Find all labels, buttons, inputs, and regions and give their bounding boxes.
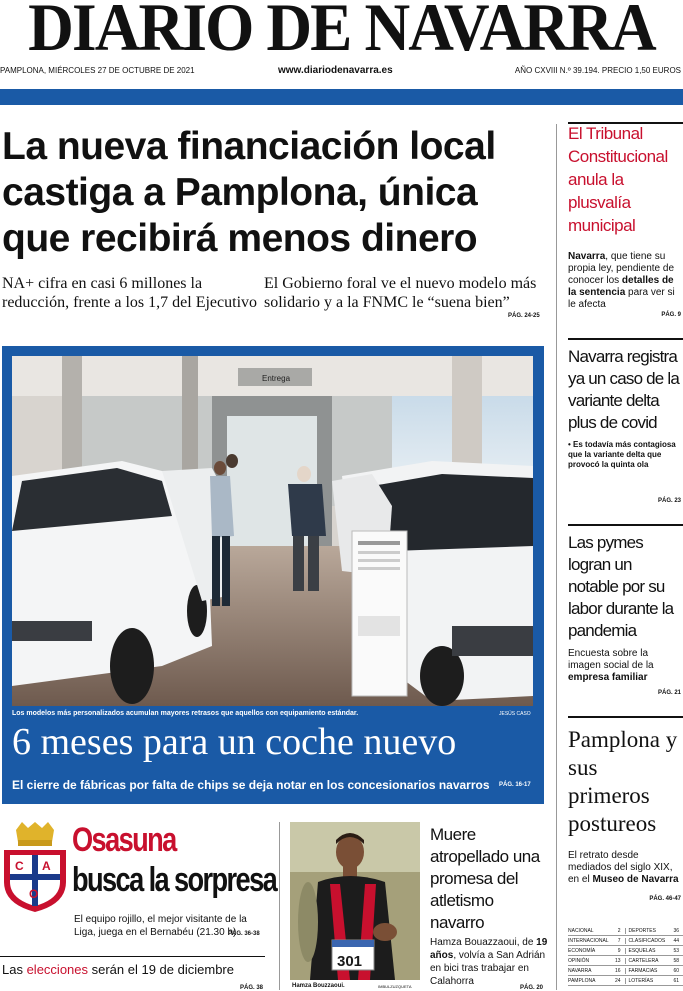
crest-letter-o: O [29,887,39,901]
sidebar-rule-3 [568,524,683,526]
index-page: 16 [614,967,621,974]
index-page: 36 [673,927,679,934]
index-row [568,926,683,936]
car-dealership-photo [12,356,533,706]
sidebar-text-bold: detalles de la sentencia [568,275,674,298]
sidebar-text-bold: Museo de Navarra [592,874,679,885]
sidebar-item-pymes[interactable] [568,532,683,707]
sidebar-text-a: El retrato desde mediados del siglo XIX, en el [568,850,673,885]
osasuna-text: El equipo rojillo, el mejor visitante de la Liga, juega en el Bernabéu (21.30 h) [74,914,247,938]
osasuna-headline[interactable] [72,820,276,900]
lead-headline[interactable]: La nueva financiación local castiga a Pamplona, única que recibirá menos dinero [2,125,496,260]
website-link[interactable]: www.diariodenavarra.es [278,65,393,76]
sidebar-item-pamplona[interactable] [568,726,683,916]
sidebar-text-bold: Navarra [568,251,606,262]
photo-page-ref: PÁG. 16-17 [499,782,531,788]
sidebar-divider [556,124,557,990]
sidebar-item-headline: Las pymes logran un notable por su labor durante la pandemia [568,533,674,640]
sidebar-item-text [568,251,683,311]
dateline [0,66,683,78]
index-page: 61 [673,977,679,984]
sidebar-text-b: para ver si le afecta [568,287,675,310]
index-page: 7 [617,937,621,944]
sidebar-item-plusvalia[interactable] [568,122,683,322]
osasuna-page-ref: PÁG. 36-38 [228,931,260,937]
runner-bib-number: 301 [337,953,363,970]
index-page: 24 [614,977,621,984]
elections-red: elecciones [26,962,89,977]
osasuna-crest-icon [2,822,68,912]
photo-subhead: El cierre de fábricas por falta de chips se deja notar en los concesionarios navarros [12,778,490,792]
crest-letter-c: C [15,859,24,873]
photo-story[interactable] [2,346,544,804]
dateline-date: PAMPLONA, MIÉRCOLES 27 DE OCTUBRE DE 2021 [0,66,195,75]
sidebar-item-text [568,648,683,684]
elections-headline[interactable] [2,962,234,977]
index-page: 53 [673,947,679,954]
sidebar-item-headline: Pamplona y sus primeros postureos [568,727,678,836]
photo-caption: Los modelos más personalizados acumulan mayores retrasos que aquellos con equipamiento estándar. [12,710,359,717]
sidebar-page-ref: PÁG. 23 [657,498,681,504]
photo-headline[interactable]: 6 meses para un coche nuevo [12,721,457,763]
lead-page-ref: PÁG. 24-25 [508,313,540,319]
sidebar-text-bold: empresa familiar [568,672,648,683]
sidebar-item-headline: Navarra registra ya un caso de la variante delta plus de covid [568,347,680,432]
index-page: 9 [617,947,621,954]
index-label[interactable]: FARMACIAS [628,967,658,974]
index-label[interactable]: DEPORTES [628,927,656,934]
runner-page-ref: PÁG. 20 [520,985,544,991]
runner-text [430,936,548,988]
osasuna-headline-black: busca la sorpresa [72,861,277,899]
index-label[interactable]: PAMPLONA [568,977,596,984]
lead-subhead-b: El Gobierno foral ve el nuevo modelo más solidario y a la FNMC le “suena bien” [264,275,537,311]
sidebar-item-text [568,850,683,886]
index-label[interactable]: NAVARRA [568,967,592,974]
sidebar-page-ref: PÁG. 46-47 [649,896,681,902]
index-page: 58 [673,957,679,964]
index-label[interactable]: ECONOMÍA [568,947,596,954]
masthead-bar [0,89,683,105]
index-label[interactable]: OPINIÓN [568,957,590,964]
elections-pre: Las [2,962,27,977]
index-row [568,956,683,966]
index-label[interactable]: CLASIFICADOS [628,937,666,944]
runner-text-b: , volvía a San Adrián en bici tras trabajar en Calahorra [430,950,546,987]
sidebar-rule-2 [568,338,683,340]
newspaper-title: DIARIO DE NAVARRA [28,0,655,65]
index-label[interactable]: LOTERÍAS [628,977,654,984]
elections-divider [0,956,265,957]
elections-page-ref: PÁG. 38 [240,985,264,991]
sidebar-rule-4 [568,716,683,718]
index-label[interactable]: NACIONAL [568,927,594,934]
index-label[interactable]: ESQUELAS [628,947,656,954]
index-label[interactable]: INTERNACIONAL [568,937,609,944]
sidebar-text-a: Encuesta sobre la imagen social de la [568,648,654,671]
entrega-sign: Entrega [262,374,291,383]
index-row [568,946,683,956]
sidebar-page-ref: PÁG. 9 [661,312,681,318]
runner-caption: Hamza Bouzzaoui. [292,983,345,989]
index-page: 60 [673,967,679,974]
sidebar-page-ref: PÁG. 21 [657,690,681,696]
runner-text-bold: 19 años [430,937,548,961]
masthead [0,0,683,65]
index-page: 13 [614,957,621,964]
index-page: 2 [617,927,621,934]
index-row [568,966,683,976]
index-label[interactable]: CARTELERA [628,957,659,964]
crest-letter-a: A [42,859,51,873]
column-divider [279,822,280,990]
runner-headline[interactable]: Muere atropellado una promesa del atletismo navarro [430,825,540,932]
photo-credit: JESÚS CASO [499,711,531,717]
sections-index [568,926,683,986]
sidebar-item-covid[interactable] [568,346,683,516]
osasuna-headline-red: Osasuna [72,821,176,859]
sidebar-item-text: • Es todavía más contagiosa que la variante delta que provocó la quinta ola [568,440,676,469]
index-row [568,976,683,986]
runner-credit: IMBULZUZQUETA [378,984,412,989]
sidebar-text-a: , que tiene su propia ley, pendiente de conocer los [568,251,675,286]
sidebar-item-headline: El Tribunal Constitucional anula la plusvalía municipal [568,124,668,235]
index-row [568,936,683,946]
lead-subhead-a: NA+ cifra en casi 6 millones la reducción, frente a los 1,7 del Ejecutivo [2,275,258,311]
runner-text-a: Hamza Bouazzaoui, de [430,937,537,948]
elections-post: serán el 19 de diciembre [88,962,234,977]
runner-photo [290,822,420,980]
dateline-issue: AÑO CXVIII N.º 39.194. PRECIO 1,50 EUROS [514,66,681,75]
index-page: 44 [673,937,679,944]
